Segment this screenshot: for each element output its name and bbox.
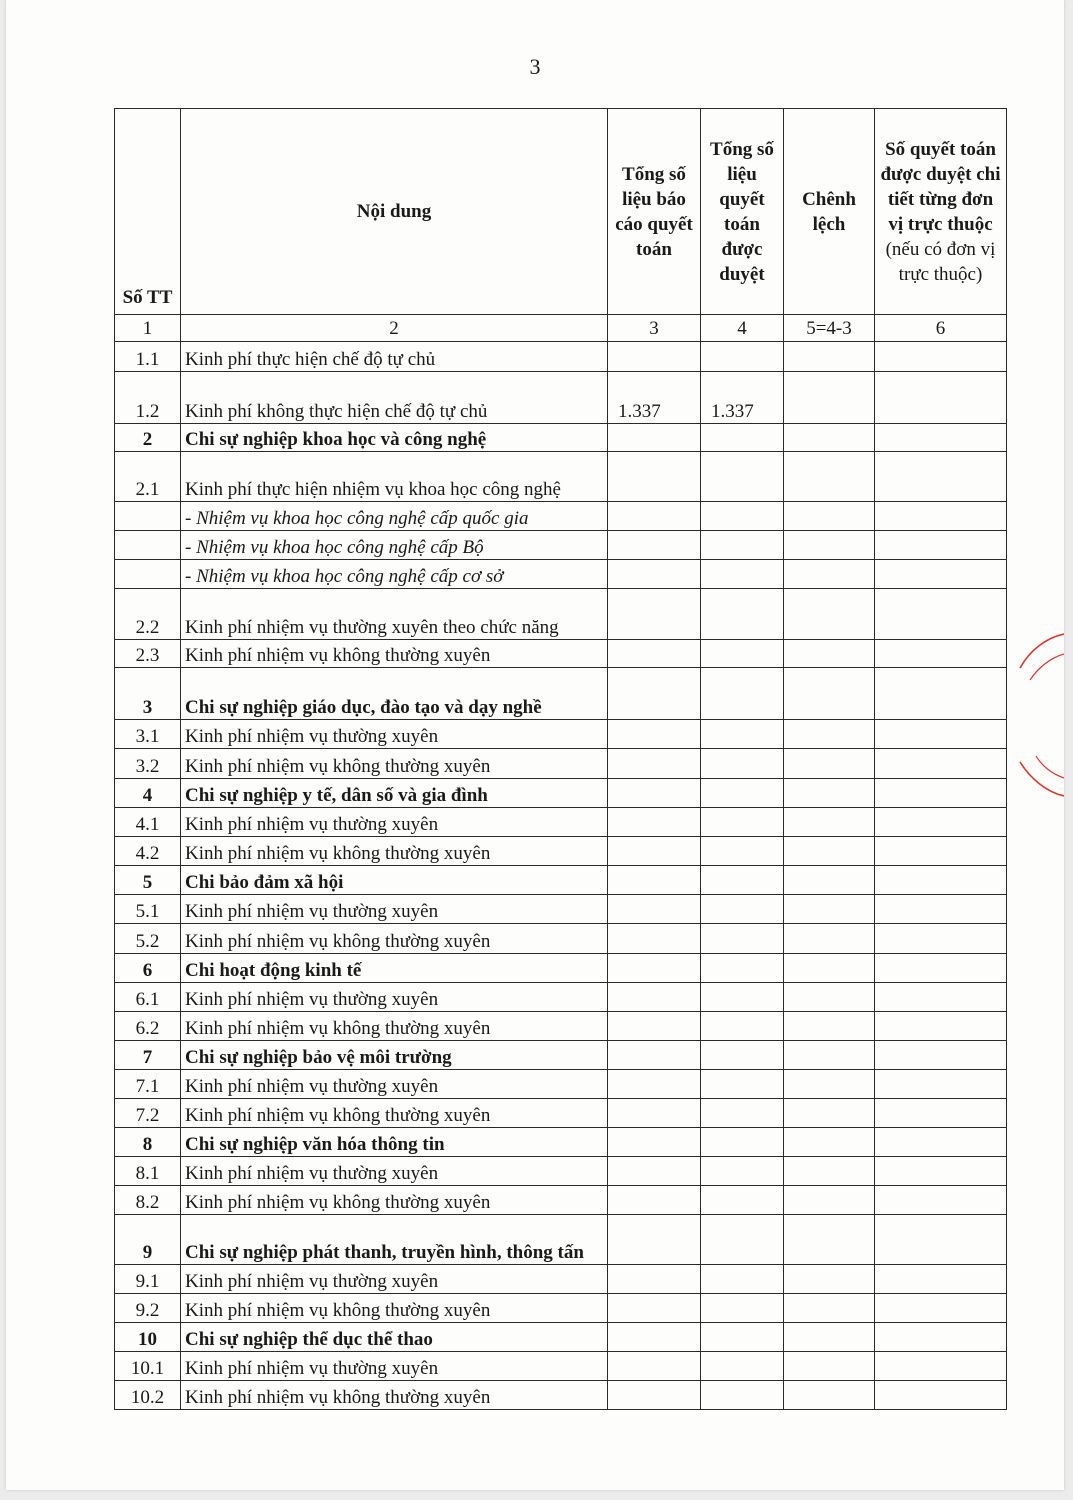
table-row bbox=[115, 895, 1007, 924]
table-row bbox=[115, 424, 1007, 452]
row-reported-cell bbox=[608, 808, 701, 837]
table-body bbox=[115, 342, 1007, 1410]
row-detail-cell bbox=[875, 749, 1007, 779]
row-stt-cell: 5.2 bbox=[115, 924, 181, 954]
document-page bbox=[6, 0, 1064, 1490]
row-difference-cell bbox=[784, 866, 875, 895]
row-difference-cell bbox=[784, 895, 875, 924]
row-approved-cell bbox=[701, 866, 784, 895]
row-content-cell: Kinh phí nhiệm vụ không thường xuyên bbox=[181, 1099, 608, 1128]
row-stt-cell: 6.2 bbox=[115, 1012, 181, 1041]
row-difference-cell bbox=[784, 502, 875, 531]
table-row bbox=[115, 808, 1007, 837]
row-detail-cell bbox=[875, 1012, 1007, 1041]
row-reported-cell bbox=[608, 1157, 701, 1186]
row-content-cell: Kinh phí nhiệm vụ thường xuyên theo chức năng bbox=[181, 589, 608, 640]
row-difference-cell bbox=[784, 668, 875, 720]
row-reported-cell bbox=[608, 342, 701, 372]
row-reported-cell bbox=[608, 1294, 701, 1323]
row-difference-cell bbox=[784, 1265, 875, 1294]
row-reported-cell bbox=[608, 1128, 701, 1157]
row-detail-cell bbox=[875, 895, 1007, 924]
row-difference-cell bbox=[784, 1352, 875, 1381]
row-content-cell: Kinh phí nhiệm vụ thường xuyên bbox=[181, 1352, 608, 1381]
row-approved-cell bbox=[701, 1099, 784, 1128]
header-stt: Số TT bbox=[115, 109, 181, 315]
row-stt-cell: 10.1 bbox=[115, 1352, 181, 1381]
row-reported-cell bbox=[608, 1070, 701, 1099]
row-approved-cell bbox=[701, 1186, 784, 1215]
row-detail-cell bbox=[875, 1294, 1007, 1323]
row-detail-cell bbox=[875, 560, 1007, 589]
header-row bbox=[115, 109, 1007, 315]
row-detail-cell bbox=[875, 342, 1007, 372]
row-approved-cell bbox=[701, 1323, 784, 1352]
row-stt-cell: 7.2 bbox=[115, 1099, 181, 1128]
table-row bbox=[115, 1265, 1007, 1294]
table-row bbox=[115, 749, 1007, 779]
row-stt-cell: 3.1 bbox=[115, 720, 181, 749]
table-row bbox=[115, 1041, 1007, 1070]
table-row bbox=[115, 452, 1007, 502]
row-detail-cell bbox=[875, 866, 1007, 895]
row-reported-cell bbox=[608, 1265, 701, 1294]
row-content-cell: Kinh phí nhiệm vụ không thường xuyên bbox=[181, 640, 608, 668]
row-detail-cell bbox=[875, 424, 1007, 452]
row-detail-cell bbox=[875, 1186, 1007, 1215]
row-detail-cell bbox=[875, 1041, 1007, 1070]
header-col4: Tổng số liệu quyết toán được duyệt bbox=[701, 109, 784, 315]
row-stt-cell: 6.1 bbox=[115, 983, 181, 1012]
table-row bbox=[115, 1128, 1007, 1157]
row-detail-cell bbox=[875, 1265, 1007, 1294]
row-detail-cell bbox=[875, 1157, 1007, 1186]
row-stt-cell: 3 bbox=[115, 668, 181, 720]
row-difference-cell bbox=[784, 779, 875, 808]
row-content-cell: Kinh phí thực hiện chế độ tự chủ bbox=[181, 342, 608, 372]
row-content-cell: Kinh phí nhiệm vụ thường xuyên bbox=[181, 1157, 608, 1186]
row-reported-cell bbox=[608, 424, 701, 452]
row-approved-cell bbox=[701, 749, 784, 779]
row-difference-cell bbox=[784, 1041, 875, 1070]
row-difference-cell bbox=[784, 1157, 875, 1186]
row-difference-cell bbox=[784, 837, 875, 866]
row-approved-cell bbox=[701, 452, 784, 502]
row-difference-cell bbox=[784, 720, 875, 749]
row-stt-cell: 1.2 bbox=[115, 372, 181, 424]
row-approved-cell bbox=[701, 1215, 784, 1265]
row-approved-cell: 1.337 bbox=[701, 372, 784, 424]
row-detail-cell bbox=[875, 452, 1007, 502]
row-reported-cell bbox=[608, 640, 701, 668]
row-stt-cell: 1.1 bbox=[115, 342, 181, 372]
page-number: 3 bbox=[529, 54, 541, 79]
row-approved-cell bbox=[701, 1265, 784, 1294]
row-reported-cell: 1.337 bbox=[608, 372, 701, 424]
index-cell: 2 bbox=[181, 315, 608, 342]
row-reported-cell bbox=[608, 452, 701, 502]
row-detail-cell bbox=[875, 531, 1007, 560]
table-row bbox=[115, 560, 1007, 589]
row-approved-cell bbox=[701, 983, 784, 1012]
row-difference-cell bbox=[784, 560, 875, 589]
row-stt-cell: 9.2 bbox=[115, 1294, 181, 1323]
row-approved-cell bbox=[701, 1294, 784, 1323]
row-approved-cell bbox=[701, 640, 784, 668]
row-reported-cell bbox=[608, 1099, 701, 1128]
row-content-cell: Kinh phí nhiệm vụ thường xuyên bbox=[181, 1265, 608, 1294]
table-row bbox=[115, 372, 1007, 424]
row-stt-cell: 7.1 bbox=[115, 1070, 181, 1099]
row-difference-cell bbox=[784, 808, 875, 837]
row-content-cell: Kinh phí nhiệm vụ không thường xuyên bbox=[181, 1012, 608, 1041]
row-stt-cell: 4.1 bbox=[115, 808, 181, 837]
row-approved-cell bbox=[701, 779, 784, 808]
row-difference-cell bbox=[784, 452, 875, 502]
row-content-cell: Chi sự nghiệp thể dục thể thao bbox=[181, 1323, 608, 1352]
row-stt-cell: 2.1 bbox=[115, 452, 181, 502]
row-content-cell: Kinh phí nhiệm vụ không thường xuyên bbox=[181, 1294, 608, 1323]
row-reported-cell bbox=[608, 720, 701, 749]
row-stt-cell: 2.3 bbox=[115, 640, 181, 668]
row-detail-cell bbox=[875, 1128, 1007, 1157]
table-row bbox=[115, 1012, 1007, 1041]
row-approved-cell bbox=[701, 531, 784, 560]
table-row bbox=[115, 1099, 1007, 1128]
row-approved-cell bbox=[701, 1157, 784, 1186]
row-approved-cell bbox=[701, 342, 784, 372]
row-difference-cell bbox=[784, 1070, 875, 1099]
table-row bbox=[115, 1070, 1007, 1099]
row-reported-cell bbox=[608, 1041, 701, 1070]
index-cell: 4 bbox=[701, 315, 784, 342]
row-detail-cell bbox=[875, 1099, 1007, 1128]
row-difference-cell bbox=[784, 1294, 875, 1323]
row-difference-cell bbox=[784, 342, 875, 372]
row-content-cell: - Nhiệm vụ khoa học công nghệ cấp Bộ bbox=[181, 531, 608, 560]
budget-table bbox=[114, 108, 1007, 1410]
header-col6-main: Số quyết toán được duyệt chi tiết từng đơn vị trực thuộc bbox=[880, 138, 1001, 235]
index-cell: 3 bbox=[608, 315, 701, 342]
row-detail-cell bbox=[875, 1352, 1007, 1381]
table-row bbox=[115, 531, 1007, 560]
row-stt-cell: 10.2 bbox=[115, 1381, 181, 1410]
row-content-cell: Kinh phí nhiệm vụ không thường xuyên bbox=[181, 1381, 608, 1410]
row-content-cell: Kinh phí thực hiện nhiệm vụ khoa học công nghệ bbox=[181, 452, 608, 502]
header-col3: Tổng số liệu báo cáo quyết toán bbox=[608, 109, 701, 315]
row-stt-cell: 8.2 bbox=[115, 1186, 181, 1215]
row-stt-cell: 2 bbox=[115, 424, 181, 452]
row-approved-cell bbox=[701, 720, 784, 749]
row-content-cell: Chi hoạt động kinh tế bbox=[181, 954, 608, 983]
header-col6 bbox=[875, 109, 1007, 315]
row-stt-cell bbox=[115, 502, 181, 531]
row-reported-cell bbox=[608, 1012, 701, 1041]
row-reported-cell bbox=[608, 1215, 701, 1265]
row-approved-cell bbox=[701, 954, 784, 983]
row-reported-cell bbox=[608, 589, 701, 640]
row-content-cell: Chi sự nghiệp y tế, dân số và gia đình bbox=[181, 779, 608, 808]
row-content-cell: Kinh phí nhiệm vụ không thường xuyên bbox=[181, 924, 608, 954]
table-row bbox=[115, 954, 1007, 983]
row-content-cell: Kinh phí nhiệm vụ thường xuyên bbox=[181, 983, 608, 1012]
row-reported-cell bbox=[608, 924, 701, 954]
red-stamp-fragment bbox=[1016, 628, 1064, 808]
row-detail-cell bbox=[875, 668, 1007, 720]
table-row bbox=[115, 589, 1007, 640]
row-content-cell: Chi sự nghiệp khoa học và công nghệ bbox=[181, 424, 608, 452]
row-stt-cell: 5.1 bbox=[115, 895, 181, 924]
row-content-cell: Chi sự nghiệp giáo dục, đào tạo và dạy nghề bbox=[181, 668, 608, 720]
row-content-cell: Kinh phí nhiệm vụ thường xuyên bbox=[181, 1070, 608, 1099]
row-difference-cell bbox=[784, 983, 875, 1012]
table-row bbox=[115, 837, 1007, 866]
row-content-cell: Chi sự nghiệp văn hóa thông tin bbox=[181, 1128, 608, 1157]
row-reported-cell bbox=[608, 1352, 701, 1381]
row-stt-cell bbox=[115, 560, 181, 589]
row-reported-cell bbox=[608, 779, 701, 808]
row-reported-cell bbox=[608, 837, 701, 866]
table-row bbox=[115, 1381, 1007, 1410]
table-row bbox=[115, 924, 1007, 954]
table-row bbox=[115, 1215, 1007, 1265]
row-difference-cell bbox=[784, 1381, 875, 1410]
row-stt-cell: 6 bbox=[115, 954, 181, 983]
row-stt-cell: 2.2 bbox=[115, 589, 181, 640]
index-cell: 1 bbox=[115, 315, 181, 342]
row-detail-cell bbox=[875, 837, 1007, 866]
table-row bbox=[115, 502, 1007, 531]
row-content-cell: Kinh phí nhiệm vụ không thường xuyên bbox=[181, 1186, 608, 1215]
row-reported-cell bbox=[608, 668, 701, 720]
row-approved-cell bbox=[701, 589, 784, 640]
row-approved-cell bbox=[701, 1381, 784, 1410]
row-approved-cell bbox=[701, 502, 784, 531]
row-approved-cell bbox=[701, 924, 784, 954]
row-detail-cell bbox=[875, 1381, 1007, 1410]
row-approved-cell bbox=[701, 1352, 784, 1381]
header-noi-dung: Nội dung bbox=[181, 109, 608, 315]
row-reported-cell bbox=[608, 502, 701, 531]
row-content-cell: Kinh phí nhiệm vụ thường xuyên bbox=[181, 895, 608, 924]
table-row bbox=[115, 1157, 1007, 1186]
row-stt-cell: 3.2 bbox=[115, 749, 181, 779]
row-detail-cell bbox=[875, 1323, 1007, 1352]
row-stt-cell: 5 bbox=[115, 866, 181, 895]
row-content-cell: - Nhiệm vụ khoa học công nghệ cấp quốc gia bbox=[181, 502, 608, 531]
row-approved-cell bbox=[701, 1041, 784, 1070]
row-difference-cell bbox=[784, 589, 875, 640]
row-difference-cell bbox=[784, 424, 875, 452]
row-difference-cell bbox=[784, 1215, 875, 1265]
row-stt-cell bbox=[115, 531, 181, 560]
row-detail-cell bbox=[875, 720, 1007, 749]
row-detail-cell bbox=[875, 924, 1007, 954]
row-reported-cell bbox=[608, 531, 701, 560]
row-stt-cell: 7 bbox=[115, 1041, 181, 1070]
row-approved-cell bbox=[701, 1070, 784, 1099]
row-difference-cell bbox=[784, 531, 875, 560]
row-approved-cell bbox=[701, 1128, 784, 1157]
table-row bbox=[115, 1186, 1007, 1215]
row-stt-cell: 8 bbox=[115, 1128, 181, 1157]
row-difference-cell bbox=[784, 954, 875, 983]
row-reported-cell bbox=[608, 895, 701, 924]
index-cell: 6 bbox=[875, 315, 1007, 342]
row-approved-cell bbox=[701, 668, 784, 720]
row-difference-cell bbox=[784, 1012, 875, 1041]
row-reported-cell bbox=[608, 749, 701, 779]
row-difference-cell bbox=[784, 1128, 875, 1157]
row-reported-cell bbox=[608, 1186, 701, 1215]
table-row bbox=[115, 1294, 1007, 1323]
row-difference-cell bbox=[784, 1186, 875, 1215]
row-approved-cell bbox=[701, 808, 784, 837]
row-approved-cell bbox=[701, 1012, 784, 1041]
row-content-cell: Kinh phí nhiệm vụ thường xuyên bbox=[181, 720, 608, 749]
table-row bbox=[115, 668, 1007, 720]
row-detail-cell bbox=[875, 1070, 1007, 1099]
row-reported-cell bbox=[608, 866, 701, 895]
row-detail-cell bbox=[875, 808, 1007, 837]
row-detail-cell bbox=[875, 372, 1007, 424]
row-difference-cell bbox=[784, 749, 875, 779]
row-detail-cell bbox=[875, 954, 1007, 983]
row-stt-cell: 8.1 bbox=[115, 1157, 181, 1186]
row-reported-cell bbox=[608, 983, 701, 1012]
row-approved-cell bbox=[701, 895, 784, 924]
row-content-cell: Chi sự nghiệp phát thanh, truyền hình, thông tấn bbox=[181, 1215, 608, 1265]
header-col6-note: (nếu có đơn vị trực thuộc) bbox=[885, 238, 996, 285]
table-row bbox=[115, 640, 1007, 668]
row-content-cell: Kinh phí nhiệm vụ không thường xuyên bbox=[181, 837, 608, 866]
row-content-cell: Kinh phí nhiệm vụ không thường xuyên bbox=[181, 749, 608, 779]
row-difference-cell bbox=[784, 1323, 875, 1352]
row-reported-cell bbox=[608, 1323, 701, 1352]
table-row bbox=[115, 1323, 1007, 1352]
row-reported-cell bbox=[608, 954, 701, 983]
row-content-cell: Chi sự nghiệp bảo vệ môi trường bbox=[181, 1041, 608, 1070]
row-detail-cell bbox=[875, 1215, 1007, 1265]
row-content-cell: - Nhiệm vụ khoa học công nghệ cấp cơ sở bbox=[181, 560, 608, 589]
row-detail-cell bbox=[875, 640, 1007, 668]
row-stt-cell: 9.1 bbox=[115, 1265, 181, 1294]
table-row bbox=[115, 866, 1007, 895]
table-row bbox=[115, 779, 1007, 808]
row-difference-cell bbox=[784, 1099, 875, 1128]
row-stt-cell: 10 bbox=[115, 1323, 181, 1352]
row-content-cell: Kinh phí không thực hiện chế độ tự chủ bbox=[181, 372, 608, 424]
table-row bbox=[115, 342, 1007, 372]
row-detail-cell bbox=[875, 502, 1007, 531]
row-stt-cell: 4.2 bbox=[115, 837, 181, 866]
row-difference-cell bbox=[784, 924, 875, 954]
row-approved-cell bbox=[701, 837, 784, 866]
row-detail-cell bbox=[875, 779, 1007, 808]
row-detail-cell bbox=[875, 983, 1007, 1012]
table-row bbox=[115, 983, 1007, 1012]
header-col5: Chênh lệch bbox=[784, 109, 875, 315]
row-stt-cell: 9 bbox=[115, 1215, 181, 1265]
row-difference-cell bbox=[784, 372, 875, 424]
row-stt-cell: 4 bbox=[115, 779, 181, 808]
row-detail-cell bbox=[875, 589, 1007, 640]
table-row bbox=[115, 1352, 1007, 1381]
row-approved-cell bbox=[701, 424, 784, 452]
row-approved-cell bbox=[701, 560, 784, 589]
row-difference-cell bbox=[784, 640, 875, 668]
column-index-row bbox=[115, 315, 1007, 342]
index-cell: 5=4-3 bbox=[784, 315, 875, 342]
row-reported-cell bbox=[608, 1381, 701, 1410]
table-row bbox=[115, 720, 1007, 749]
row-reported-cell bbox=[608, 560, 701, 589]
row-content-cell: Chi bảo đảm xã hội bbox=[181, 866, 608, 895]
row-content-cell: Kinh phí nhiệm vụ thường xuyên bbox=[181, 808, 608, 837]
